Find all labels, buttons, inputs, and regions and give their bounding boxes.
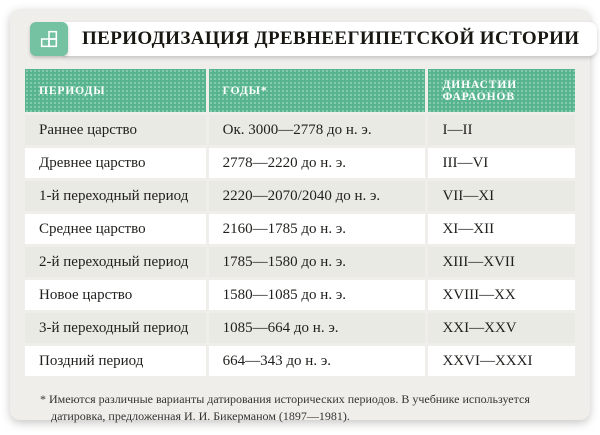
column-header-dynasties: ДИНАСТИИ ФАРАОНОВ <box>428 69 575 112</box>
table-header-row <box>25 69 575 112</box>
table-row <box>25 247 575 277</box>
period-cell: 3-й переходный период <box>25 313 206 343</box>
title-band <box>64 22 597 56</box>
table-cells-icon <box>38 28 60 50</box>
years-cell: 2778—2220 до н. э. <box>209 148 426 178</box>
footnote: * Имеются различные варианты датирования исторических периодов. В учебнике используется датировка, предложенная И. И. Бикерманом (1897—1981). <box>40 392 530 423</box>
years-cell: 1085—664 до н. э. <box>209 313 426 343</box>
table-row <box>25 148 575 178</box>
dynasties-cell: XIII—XVII <box>428 247 575 277</box>
years-cell: 1785—1580 до н. э. <box>209 247 426 277</box>
dynasties-cell: I—II <box>428 115 575 145</box>
title-icon-chip <box>30 22 68 56</box>
years-cell: 2220—2070/2040 до н. э. <box>209 181 426 211</box>
period-cell: Новое царство <box>25 280 206 310</box>
years-cell: 1580—1085 до н. э. <box>209 280 426 310</box>
dynasties-cell: VII—XI <box>428 181 575 211</box>
dynasties-cell: XXI—XXV <box>428 313 575 343</box>
dynasties-cell: XVIII—XX <box>428 280 575 310</box>
period-cell: Среднее царство <box>25 214 206 244</box>
dynasties-cell: XXVI—XXXI <box>428 346 575 376</box>
period-cell: Древнее царство <box>25 148 206 178</box>
dynasties-cell: III—VI <box>428 148 575 178</box>
years-cell: Ок. 3000—2778 до н. э. <box>209 115 426 145</box>
column-header-periods: ПЕРИОДЫ <box>25 69 206 112</box>
table-row <box>25 313 575 343</box>
table-row <box>25 115 575 145</box>
table-row <box>25 181 575 211</box>
period-cell: Раннее царство <box>25 115 206 145</box>
period-cell: 2-й переходный период <box>25 247 206 277</box>
column-header-years: ГОДЫ* <box>209 69 426 112</box>
infographic-card <box>10 9 590 423</box>
periods-table <box>22 66 578 379</box>
page-title: ПЕРИОДИЗАЦИЯ ДРЕВНЕЕГИПЕТСКОЙ ИСТОРИИ <box>82 28 580 49</box>
table-row <box>25 214 575 244</box>
period-cell: 1-й переходный период <box>25 181 206 211</box>
title-bar <box>30 22 580 56</box>
table-row <box>25 280 575 310</box>
years-cell: 664—343 до н. э. <box>209 346 426 376</box>
table-row <box>25 346 575 376</box>
years-cell: 2160—1785 до н. э. <box>209 214 426 244</box>
dynasties-cell: XI—XII <box>428 214 575 244</box>
period-cell: Поздний период <box>25 346 206 376</box>
